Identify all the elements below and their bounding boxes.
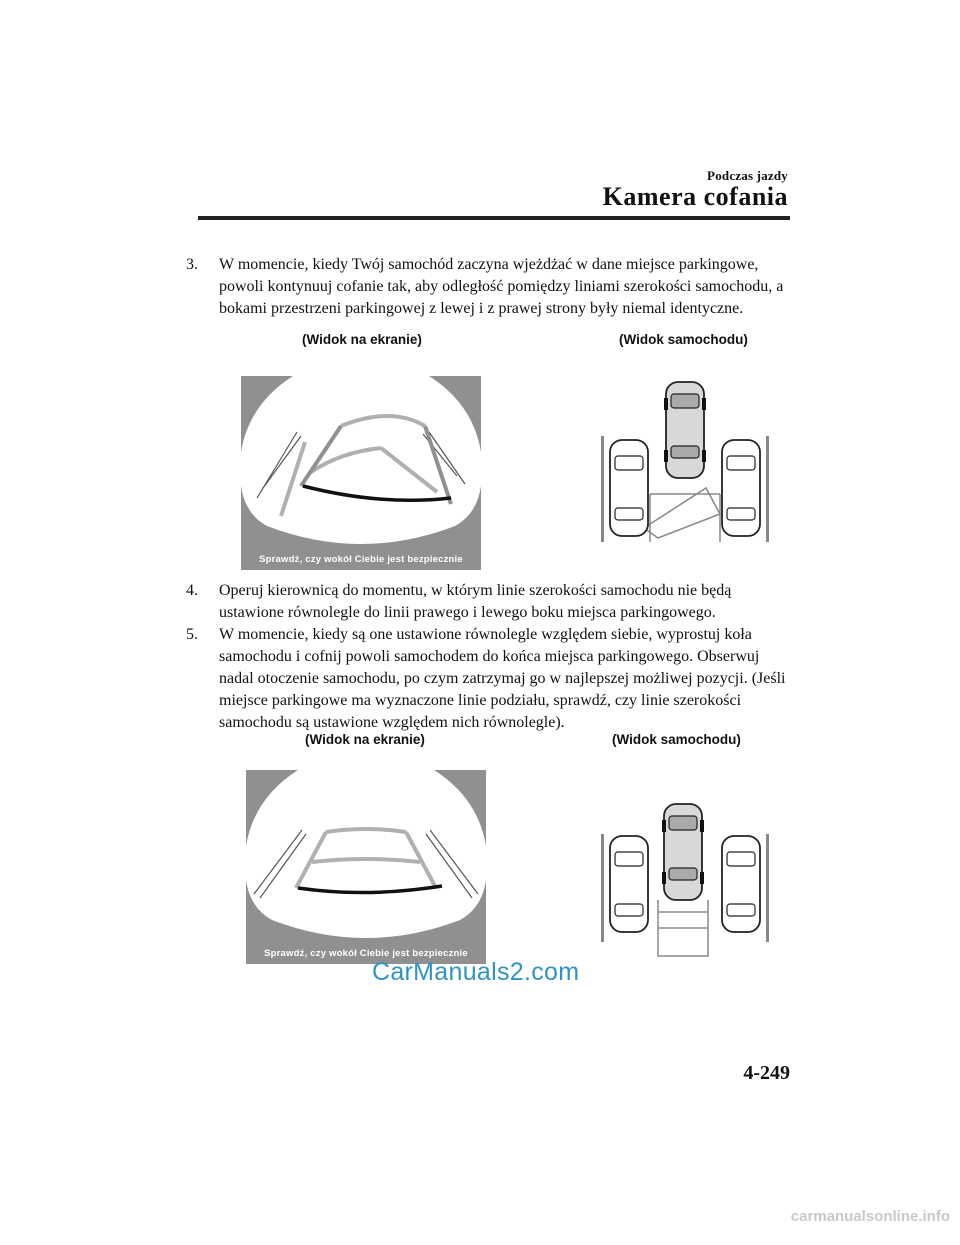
watermark-logo: CarManuals2.com — [372, 958, 580, 986]
footer-watermark: carmanualsonline.info — [790, 1208, 950, 1225]
step-number: 5. — [186, 626, 198, 643]
step-text: Operuj kierownicą do momentu, w którym linie szerokości samochodu nie będą ustawione równolegle do linii prawego i lewego boku miejsca parkingowego. — [219, 582, 732, 621]
screen-view-caption: (Widok na ekranie) — [302, 332, 422, 347]
car-parking-illustration — [596, 378, 774, 546]
car-view-caption: (Widok samochodu) — [612, 732, 741, 747]
car-view-caption: (Widok samochodu) — [619, 332, 748, 347]
step-3 — [186, 254, 796, 320]
step-text: W momencie, kiedy Twój samochód zaczyna wjeżdżać w dane miejsce parkingowe, powoli kontynuuj cofanie tak, aby odległość pomiędzy liniami szerokości samochodu, a bokami przestrzeni parkingowej z lewej i z prawej strony były niemal identyczne. — [219, 256, 784, 317]
safety-warning: Sprawdź, czy wokół Ciebie jest bezpiecznie — [264, 948, 468, 959]
camera-screen-illustration — [246, 770, 486, 964]
safety-warning: Sprawdź, czy wokół Ciebie jest bezpiecznie — [259, 554, 463, 565]
car-parking-illustration — [596, 800, 774, 960]
page-title: Kamera cofania — [602, 182, 788, 211]
step-4 — [186, 580, 796, 624]
step-number: 4. — [186, 582, 198, 599]
page-number: 4-249 — [743, 1062, 790, 1084]
step-number: 3. — [186, 256, 198, 273]
step-text: W momencie, kiedy są one ustawione równolegle względem siebie, wyprostuj koła samochodu i cofnij powoli samochodem do końca miejsca parkingowego. Obserwuj nadal otoczenie samochodu, po czym zatrzymaj go w najlepszej możliwej pozycji. (Jeśli miejsce parkingowe ma wyznaczone linie podziału, sprawdź, czy linie szerokości samochodu są ustawione względem nich równolegle). — [219, 626, 786, 731]
camera-screen-illustration — [241, 376, 481, 570]
screen-view-caption: (Widok na ekranie) — [305, 732, 425, 747]
section-label: Podczas jazdy — [707, 168, 788, 183]
header-rule — [198, 216, 790, 220]
step-5 — [186, 624, 796, 734]
